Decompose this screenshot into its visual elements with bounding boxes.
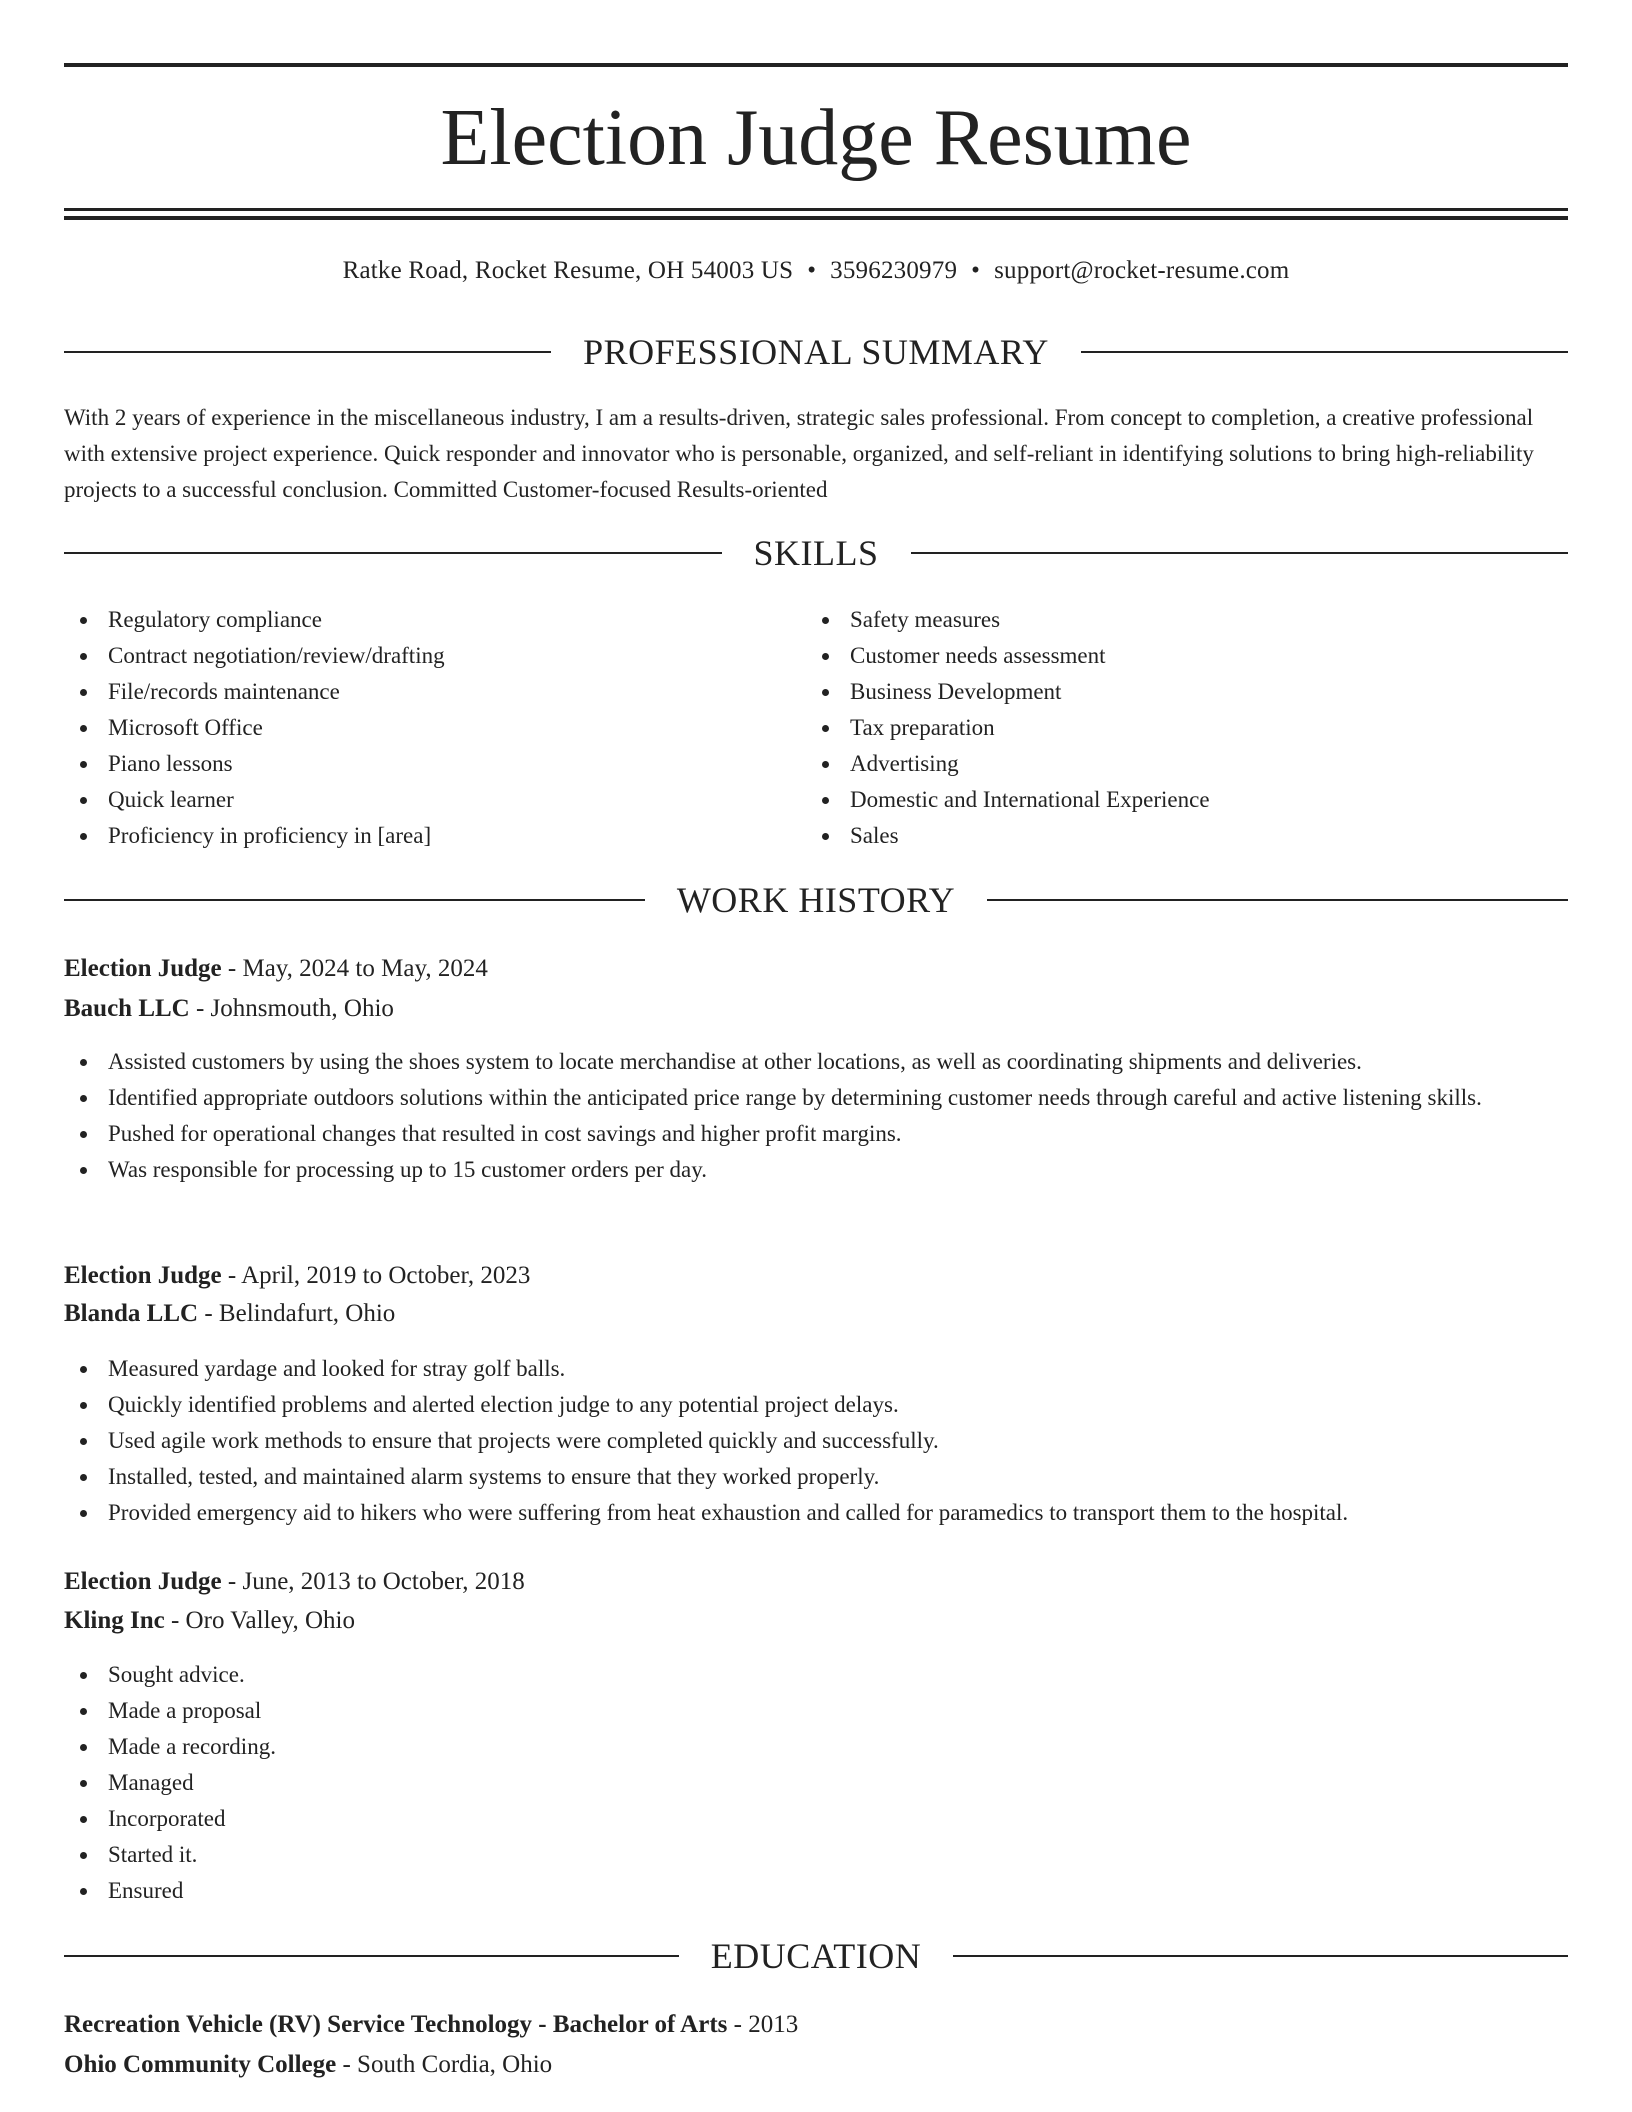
job-duty-item: Made a recording. bbox=[64, 1729, 1568, 1765]
skill-item: Advertising bbox=[806, 746, 1546, 782]
section-heading-work bbox=[64, 878, 1568, 922]
heading-rule bbox=[911, 552, 1569, 554]
job-duties-list bbox=[64, 1044, 1568, 1188]
job-duty-item: Installed, tested, and maintained alarm systems to ensure that they worked properly. bbox=[64, 1459, 1568, 1495]
job-dates: - June, 2013 to October, 2018 bbox=[221, 1568, 525, 1595]
title-rule-lower bbox=[64, 216, 1568, 220]
contact-separator: • bbox=[971, 257, 981, 284]
heading-rule bbox=[64, 1955, 679, 1957]
title-rule-upper bbox=[64, 208, 1568, 211]
job-title: Election Judge bbox=[64, 955, 222, 982]
education-school-line bbox=[64, 2045, 1568, 2085]
job-title: Election Judge bbox=[64, 1568, 222, 1595]
job-company-line bbox=[64, 989, 1568, 1029]
contact-line bbox=[64, 254, 1568, 288]
top-rule bbox=[64, 63, 1568, 67]
education-school: Ohio Community College bbox=[64, 2051, 337, 2078]
skills-column-right bbox=[806, 602, 1546, 854]
job-duty-item: Ensured bbox=[64, 1873, 1568, 1909]
heading-rule bbox=[64, 351, 551, 353]
job-location: - Oro Valley, Ohio bbox=[164, 1607, 355, 1634]
job-company-line bbox=[64, 1294, 1568, 1334]
skill-item: Tax preparation bbox=[806, 710, 1546, 746]
job-title-line bbox=[64, 949, 1568, 989]
job-title: Election Judge bbox=[64, 1262, 222, 1289]
skill-item: Customer needs assessment bbox=[806, 638, 1546, 674]
job-duty-item: Managed bbox=[64, 1765, 1568, 1801]
education-degree-line bbox=[64, 2005, 1568, 2045]
section-heading-summary bbox=[64, 330, 1568, 374]
job-title-line bbox=[64, 1562, 1568, 1602]
job-company-line bbox=[64, 1601, 1568, 1641]
section-heading-education bbox=[64, 1934, 1568, 1978]
heading-rule bbox=[64, 552, 722, 554]
resume-title: Election Judge Resume bbox=[440, 94, 1192, 182]
section-heading-label: PROFESSIONAL SUMMARY bbox=[583, 332, 1049, 372]
skill-item: Sales bbox=[806, 818, 1546, 854]
education-year: - 2013 bbox=[727, 2011, 799, 2038]
contact-phone: 3596230979 bbox=[830, 257, 958, 284]
skill-item: Business Development bbox=[806, 674, 1546, 710]
education-degree: Recreation Vehicle (RV) Service Technology - Bachelor of Arts bbox=[64, 2011, 728, 2038]
job-duty-item: Incorporated bbox=[64, 1801, 1568, 1837]
skills-column-left bbox=[64, 602, 804, 854]
job-duty-item: Measured yardage and looked for stray golf balls. bbox=[64, 1351, 1568, 1387]
job-duties-list bbox=[64, 1657, 1568, 1909]
skills-list-left bbox=[64, 602, 804, 854]
job-duty-item: Assisted customers by using the shoes system to locate merchandise at other locations, as well as coordinating shipments and deliveries. bbox=[64, 1044, 1568, 1080]
job-duty-item: Provided emergency aid to hikers who were suffering from heat exhaustion and called for paramedics to transport them to the hospital. bbox=[64, 1495, 1568, 1531]
job-duty-item: Pushed for operational changes that resulted in cost savings and higher profit margins. bbox=[64, 1116, 1568, 1152]
contact-address: Ratke Road, Rocket Resume, OH 54003 US bbox=[342, 257, 794, 284]
job-location: - Belindafurt, Ohio bbox=[198, 1300, 396, 1327]
job-duty-item: Started it. bbox=[64, 1837, 1568, 1873]
education-location: - South Cordia, Ohio bbox=[336, 2051, 553, 2078]
section-heading-label: WORK HISTORY bbox=[676, 880, 956, 920]
section-heading-label: EDUCATION bbox=[710, 1936, 922, 1976]
job-location: - Johnsmouth, Ohio bbox=[189, 995, 394, 1022]
section-heading-label: SKILLS bbox=[753, 533, 879, 573]
job-duties-list bbox=[64, 1351, 1568, 1531]
skill-item: Domestic and International Experience bbox=[806, 782, 1546, 818]
skill-item: Proficiency in proficiency in [area] bbox=[64, 818, 804, 854]
skill-item: Microsoft Office bbox=[64, 710, 804, 746]
job-duty-item: Used agile work methods to ensure that projects were completed quickly and successfully. bbox=[64, 1423, 1568, 1459]
skill-item: File/records maintenance bbox=[64, 674, 804, 710]
contact-separator: • bbox=[807, 257, 817, 284]
job-dates: - April, 2019 to October, 2023 bbox=[221, 1262, 531, 1289]
heading-rule bbox=[953, 1955, 1568, 1957]
heading-rule bbox=[64, 899, 645, 901]
job-duty-item: Sought advice. bbox=[64, 1657, 1568, 1693]
skill-item: Quick learner bbox=[64, 782, 804, 818]
job-duty-item: Quickly identified problems and alerted election judge to any potential project delays. bbox=[64, 1387, 1568, 1423]
skill-item: Contract negotiation/review/drafting bbox=[64, 638, 804, 674]
contact-email: support@rocket-resume.com bbox=[994, 257, 1290, 284]
skill-item: Safety measures bbox=[806, 602, 1546, 638]
section-heading-skills bbox=[64, 531, 1568, 575]
job-dates: - May, 2024 to May, 2024 bbox=[221, 955, 488, 982]
skill-item: Piano lessons bbox=[64, 746, 804, 782]
job-company: Kling Inc bbox=[64, 1607, 165, 1634]
job-title-line bbox=[64, 1256, 1568, 1296]
job-duty-item: Identified appropriate outdoors solutions within the anticipated price range by determining customer needs through careful and active listening skills. bbox=[64, 1080, 1568, 1116]
skills-list-right bbox=[806, 602, 1546, 854]
job-duty-item: Made a proposal bbox=[64, 1693, 1568, 1729]
job-company: Blanda LLC bbox=[64, 1300, 199, 1327]
heading-rule bbox=[1081, 351, 1568, 353]
heading-rule bbox=[987, 899, 1568, 901]
job-duty-item: Was responsible for processing up to 15 customer orders per day. bbox=[64, 1152, 1568, 1188]
skill-item: Regulatory compliance bbox=[64, 602, 804, 638]
job-company: Bauch LLC bbox=[64, 995, 190, 1022]
summary-text: With 2 years of experience in the miscellaneous industry, I am a results-driven, strategic sales professional. From concept to completion, a creative professional with extensive project experience. Quick responder and innovator who is personable, organized, and self-reliant in identifying solutions to bring high-reliability projects to a successful conclusion. Committed Customer-focused Results-oriented bbox=[64, 405, 1534, 502]
